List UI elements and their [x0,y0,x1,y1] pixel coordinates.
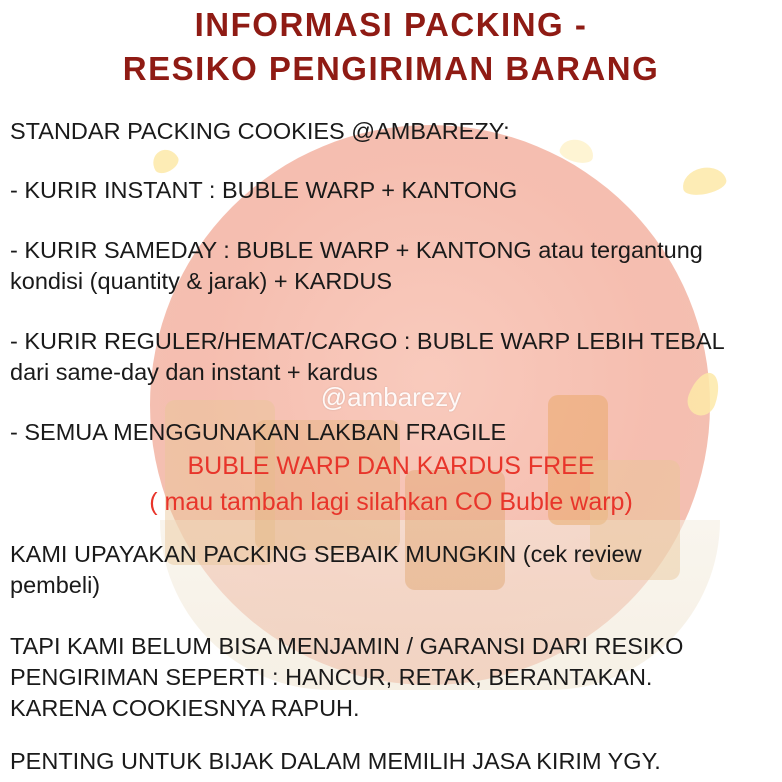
watermark-text: @ambarezy [320,382,462,412]
title-line-1: INFORMASI PACKING - [194,6,588,43]
title-line-2: RESIKO PENGIRIMAN BARANG [122,50,660,87]
best-effort-text: KAMI UPAYAKAN PACKING SEBAIK MUNGKIN (cek review [10,541,642,567]
regular-courier-text: - KURIR REGULER/HEMAT/CARGO : BUBLE WARP LEBIH TEBAL [10,328,725,354]
instant-courier-text: - KURIR INSTANT : BUBLE WARP + KANTONG [10,177,518,203]
choose-courier-wisely-text: PENTING UNTUK BIJAK DALAM MEMILIH JASA KIRIM YGY. [10,748,661,774]
sameday-courier-text-cont: kondisi (quantity & jarak) + KARDUS [10,268,393,294]
best-effort-text-cont: pembeli) [10,572,101,598]
regular-courier-text-cont: dari same-day dan instant + kardus [10,359,378,385]
fragile-cookies-text: KARENA COOKIESNYA RAPUH. [10,695,360,721]
lakban-fragile-text: - SEMUA MENGGUNAKAN LAKBAN FRAGILE [10,419,507,445]
add-bubble-wrap-note: ( mau tambah lagi silahkan CO Buble warp) [149,488,633,516]
free-packing-note: BUBLE WARP DAN KARDUS FREE [187,452,595,480]
no-guarantee-text-cont: PENGIRIMAN SEPERTI : HANCUR, RETAK, BERANTAKAN. [10,664,653,690]
sameday-courier-text: - KURIR SAMEDAY : BUBLE WARP + KANTONG atau tergantung [10,237,703,263]
no-guarantee-text: TAPI KAMI BELUM BISA MENJAMIN / GARANSI DARI RESIKO [10,633,684,659]
standard-heading: STANDAR PACKING COOKIES @AMBAREZY: [10,118,510,144]
